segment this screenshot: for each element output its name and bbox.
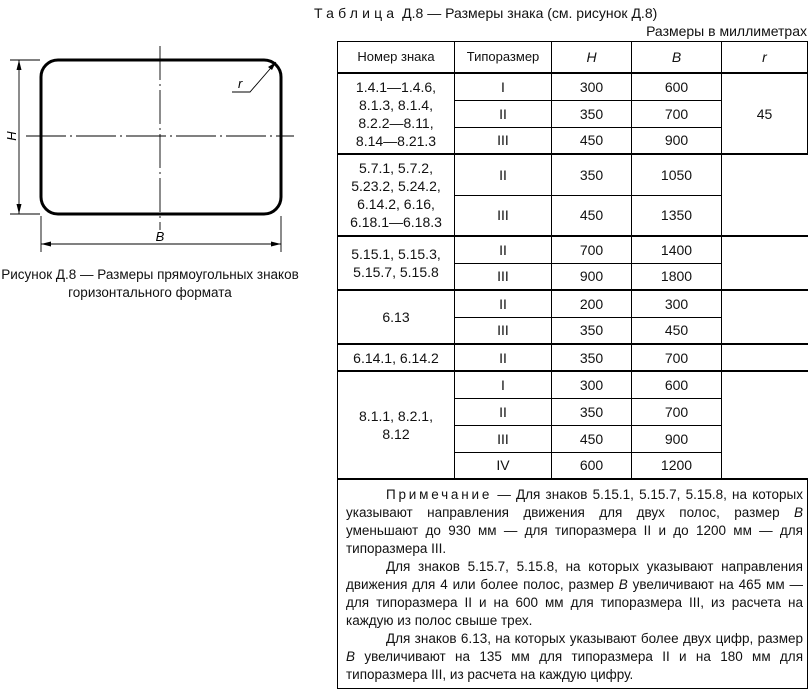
table-group — [338, 371, 808, 479]
header-r: r — [722, 42, 808, 74]
width-label: B — [155, 229, 165, 244]
size-cell: II — [455, 100, 552, 127]
h-cell: 300 — [552, 371, 632, 398]
sign-number-cell: 6.13 — [338, 290, 455, 344]
size-cell: I — [455, 371, 552, 398]
sign-number-cell: 5.7.1, 5.7.2, 5.23.2, 5.24.2, 6.14.2, 6.16, 6.18.1—6.18.3 — [338, 154, 455, 236]
table-row — [338, 236, 808, 263]
b-cell: 700 — [632, 100, 722, 127]
r-value-cell: 45 — [722, 73, 808, 154]
size-cell: I — [455, 73, 552, 100]
b-cell: 900 — [632, 127, 722, 154]
b-cell: 700 — [632, 398, 722, 425]
table-row — [338, 154, 808, 195]
b-cell: 1400 — [632, 236, 722, 263]
h-cell: 350 — [552, 398, 632, 425]
note-text: увеличивают на 135 мм для типоразмера II и на 180 мм для типоразмера III, из расчета на каждую цифру. — [346, 649, 803, 682]
h-cell: 600 — [552, 452, 632, 479]
figure-caption: Рисунок Д.8 — Размеры прямоугольных знаков горизонтального формата — [1, 267, 299, 300]
note-variable: B — [618, 577, 628, 592]
b-cell: 700 — [632, 344, 722, 371]
table-group — [338, 290, 808, 344]
height-label: H — [4, 131, 19, 141]
h-cell: 450 — [552, 127, 632, 154]
b-cell: 1200 — [632, 452, 722, 479]
table-row — [338, 371, 808, 398]
h-cell: 300 — [552, 73, 632, 100]
note-variable: B — [793, 505, 803, 520]
b-cell: 900 — [632, 425, 722, 452]
b-cell: 1350 — [632, 195, 722, 236]
size-cell: III — [455, 317, 552, 344]
size-cell: II — [455, 398, 552, 425]
b-cell: 1800 — [632, 263, 722, 290]
sign-number-cell: 1.4.1—1.4.6, 8.1.3, 8.1.4, 8.2.2—8.11, 8.14—8.21.3 — [338, 73, 455, 154]
size-cell: II — [455, 344, 552, 371]
sign-outline — [41, 60, 281, 214]
size-cell: III — [455, 127, 552, 154]
units-note: Размеры в миллиметрах — [646, 23, 807, 39]
radius-label: r — [238, 76, 243, 91]
table-title — [314, 5, 657, 21]
h-cell: 350 — [552, 154, 632, 195]
size-cell: IV — [455, 452, 552, 479]
size-cell: II — [455, 154, 552, 195]
size-cell: II — [455, 236, 552, 263]
table-note — [338, 479, 808, 689]
table-note-row — [338, 479, 808, 689]
sign-number-cell: 5.15.1, 5.15.3, 5.15.7, 5.15.8 — [338, 236, 455, 290]
sign-number-cell: 6.14.1, 6.14.2 — [338, 344, 455, 371]
b-cell: 1050 — [632, 154, 722, 195]
header-h: H — [552, 42, 632, 74]
table-group — [338, 73, 808, 154]
size-cell: III — [455, 195, 552, 236]
sign-dimensions-table — [337, 41, 808, 689]
table-row — [338, 344, 808, 371]
table-header-row — [338, 42, 808, 74]
note-text: — Для знаков 5.15.1, 5.15.7, 5.15.8, на которых указывают направления движения для двух полос, размер — [346, 487, 803, 520]
h-cell: 700 — [552, 236, 632, 263]
table-group — [338, 344, 808, 371]
h-cell: 350 — [552, 100, 632, 127]
table-row — [338, 73, 808, 100]
table-group — [338, 154, 808, 236]
size-cell: III — [455, 425, 552, 452]
table-title-rest: Д.8 — Размеры знака (см. рисунок Д.8) — [398, 5, 658, 21]
table-title-label: Таблица — [314, 5, 399, 21]
h-cell: 450 — [552, 195, 632, 236]
b-cell: 600 — [632, 371, 722, 398]
b-cell: 450 — [632, 317, 722, 344]
header-b: B — [632, 42, 722, 74]
note-lead: Примечание — [386, 487, 493, 502]
table-group — [338, 236, 808, 290]
header-size: Типоразмер — [455, 42, 552, 74]
b-cell: 600 — [632, 73, 722, 100]
h-cell: 350 — [552, 317, 632, 344]
size-cell: III — [455, 263, 552, 290]
sign-number-cell: 8.1.1, 8.2.1, 8.12 — [338, 371, 455, 479]
sign-dimension-figure — [0, 30, 300, 290]
h-cell: 350 — [552, 344, 632, 371]
note-text: Для знаков 5.15.7, 5.15.8, на которых указывают направления движения для 4 или более полос, размер — [346, 559, 803, 592]
size-cell: II — [455, 290, 552, 317]
note-text: уменьшают до 930 мм — для типоразмера II и до 1200 мм — для типоразмера III. — [346, 523, 803, 556]
note-text: Для знаков 6.13, на которых указывают более двух цифр, размер — [386, 631, 803, 646]
b-cell: 300 — [632, 290, 722, 317]
h-cell: 900 — [552, 263, 632, 290]
note-text: увеличивают на 465 мм — для типоразмера II и на 600 мм для типоразмера III, из расчета на каждую из полос свыше трех. — [346, 577, 803, 628]
note-variable: B — [346, 649, 356, 664]
h-cell: 200 — [552, 290, 632, 317]
header-sign-number: Номер знака — [338, 42, 455, 74]
table-row — [338, 290, 808, 317]
h-cell: 450 — [552, 425, 632, 452]
